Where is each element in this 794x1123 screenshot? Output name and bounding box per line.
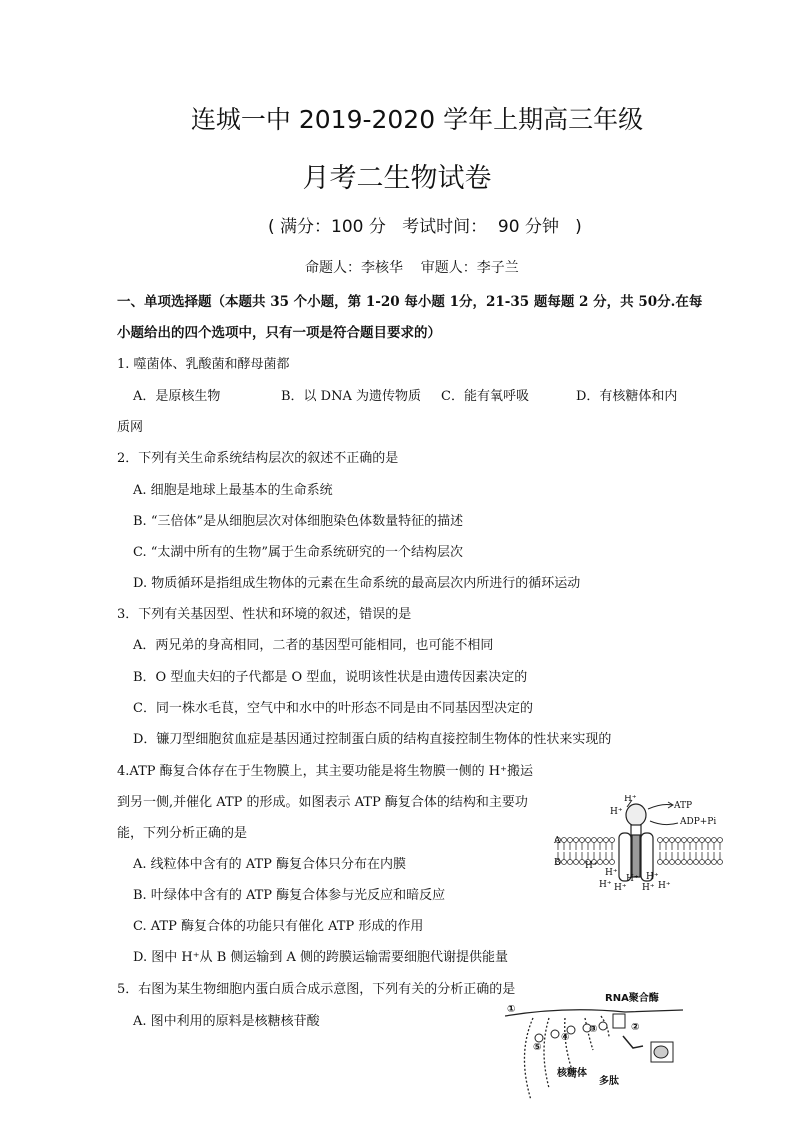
lipid-head (676, 860, 681, 865)
lipid-head (688, 860, 693, 865)
lipid-head (562, 838, 567, 843)
lipid-head (682, 838, 687, 843)
lipid-head (706, 860, 711, 865)
question-3-stem: 3．下列有关基因型、性状和环境的叙述，错误的是 (117, 607, 412, 622)
figure-label-h-8: H⁺ (658, 881, 671, 891)
lipid-head (610, 860, 615, 865)
question-4-option-b: B. 叶绿体中含有的 ATP 酶复合体参与光反应和暗反应 (133, 888, 446, 903)
question-1-option-b: B．以 DNA 为遗传物质 (281, 389, 422, 404)
lipid-head (670, 838, 675, 843)
lipid-head (586, 838, 591, 843)
question-2-option-a: A. 细胞是地球上最基本的生命系统 (133, 483, 333, 498)
question-4-stem-line3: 能，下列分析正确的是 (117, 826, 248, 841)
figure-label-side-b: B (554, 858, 561, 868)
figure-label-h-3: H⁺ (599, 880, 612, 890)
lipid-head (658, 838, 663, 843)
lipid-head (688, 838, 693, 843)
figure-label-h-5: H⁺ (626, 874, 639, 884)
figure-label-h-1: H⁺ (585, 861, 598, 871)
exam-title-line2: 月考二生物试卷 (302, 163, 492, 194)
lipid-head (718, 838, 723, 843)
question-4-option-d: D. 图中 H⁺从 B 侧运输到 A 侧的跨膜运输需要细胞代谢提供能量 (133, 950, 509, 965)
figure-label-4: ④ (561, 1032, 570, 1043)
lipid-head (598, 860, 603, 865)
question-1-option-c: C．能有氧呼吸 (441, 389, 529, 404)
exam-subtitle: ( 满分：100 分 考试时间： 90 分钟 ) (268, 217, 582, 237)
question-5-option-a: A. 图中利用的原料是核糖核苷酸 (133, 1014, 320, 1029)
figure-label-h-2: H⁺ (605, 868, 618, 878)
lipid-head (610, 838, 615, 843)
lipid-head (682, 860, 687, 865)
question-2-option-b: B. “三倍体”是从细胞层次对体细胞染色体数量特征的描述 (133, 514, 464, 529)
lipid-head (712, 838, 717, 843)
question-3-option-d: D．镰刀型细胞贫血症是基因通过控制蛋白质的结构直接控制生物体的性状来实现的 (133, 732, 612, 747)
figure-label-3: ③ (589, 1024, 598, 1035)
lipid-head (670, 860, 675, 865)
lipid-head (604, 838, 609, 843)
figure-label-h-7: H⁺ (642, 883, 655, 893)
figure-label-atp: ATP (674, 801, 693, 811)
atp-synthase-protein (619, 804, 653, 881)
lipid-head (718, 860, 723, 865)
lipid-head (706, 838, 711, 843)
question-4-stem-line1: 4.ATP 酶复合体存在于生物膜上，其主要功能是将生物膜一侧的 H⁺搬运 (117, 764, 533, 779)
question-4-stem-line2: 到另一侧,并催化 ATP 的形成。如图表示 ATP 酶复合体的结构和主要功 (117, 795, 528, 810)
lipid-head (694, 860, 699, 865)
lipid-head (568, 860, 573, 865)
figure-label-5: ⑤ (533, 1042, 542, 1053)
question-1-option-a: A．是原核生物 (133, 389, 221, 404)
lipid-head (676, 838, 681, 843)
question-3-option-c: C．同一株水毛茛，空气中和水中的叶形态不同是由不同基因型决定的 (133, 701, 533, 716)
figure-label-h-4: H⁺ (614, 883, 627, 893)
lipid-head (664, 838, 669, 843)
figure-label-ribosome: 核糖体 (557, 1068, 587, 1079)
figure-label-1: ① (507, 1004, 516, 1015)
exam-setters: 命题人：李核华 审题人：李子兰 (305, 260, 519, 276)
section-heading-line2: 小题给出的四个选项中，只有一项是符合题目要求的） (117, 325, 441, 341)
question-2-option-d: D. 物质循环是指组成生物体的元素在生命系统的最高层次内所进行的循环运动 (133, 576, 581, 591)
lipid-head (700, 860, 705, 865)
lipid-head (592, 838, 597, 843)
question-3-option-a: A．两兄弟的身高相同，二者的基因型可能相同，也可能不相同 (133, 638, 494, 653)
figure-label-h-top2: H⁺ (610, 807, 623, 817)
lipid-head (664, 860, 669, 865)
lipid-head (568, 838, 573, 843)
lipid-head (658, 860, 663, 865)
lipid-head (712, 860, 717, 865)
question-4-option-c: C. ATP 酶复合体的功能只有催化 ATP 形成的作用 (133, 919, 424, 934)
lipid-head (604, 860, 609, 865)
figure-label-adp-pi: ADP+Pi (680, 817, 717, 827)
exam-title-line1: 连城一中 2019-2020 学年上期高三年级 (190, 105, 644, 134)
question-2-option-c: C. “太湖中所有的生物”属于生命系统研究的一个结构层次 (133, 545, 464, 560)
lipid-head (598, 838, 603, 843)
lipid-head (574, 860, 579, 865)
question-3-option-b: B．O 型血夫妇的子代都是 O 型血，说明该性状是由遗传因素决定的 (133, 670, 528, 685)
lipid-head (580, 860, 585, 865)
question-5-stem: 5．右图为某生物细胞内蛋白质合成示意图，下列有关的分析正确的是 (117, 982, 516, 997)
lipid-head (700, 838, 705, 843)
atp-synthase-figure (552, 795, 727, 895)
lipid-head (562, 860, 567, 865)
figure-label-h-6: H⁺ (646, 872, 659, 882)
question-1-stem: 1. 噬菌体、乳酸菌和酵母菌都 (117, 357, 290, 372)
lipid-head (580, 838, 585, 843)
figure-label-side-a: A (554, 836, 561, 846)
figure-label-2: ② (631, 1022, 640, 1033)
lipid-head (574, 838, 579, 843)
section-heading-line1: 一、单项选择题（本题共 35 个小题，第 1-20 每小题 1分，21-35 题每题 2 分，共 50分.在每 (117, 294, 703, 310)
lipid-head (694, 838, 699, 843)
question-2-stem: 2．下列有关生命系统结构层次的叙述不正确的是 (117, 451, 399, 466)
question-1-continuation: 质网 (117, 420, 144, 435)
protein-synthesis-figure (505, 988, 685, 1106)
figure-label-h-top1: H⁺ (624, 795, 637, 804)
question-4-option-a: A. 线粒体中含有的 ATP 酶复合体只分布在内膜 (133, 857, 407, 872)
figure-label-polypeptide: 多肽 (599, 1076, 619, 1087)
figure-label-rna-polymerase: RNA聚合酶 (605, 993, 659, 1004)
question-1-option-d: D．有核糖体和内 (576, 389, 678, 404)
